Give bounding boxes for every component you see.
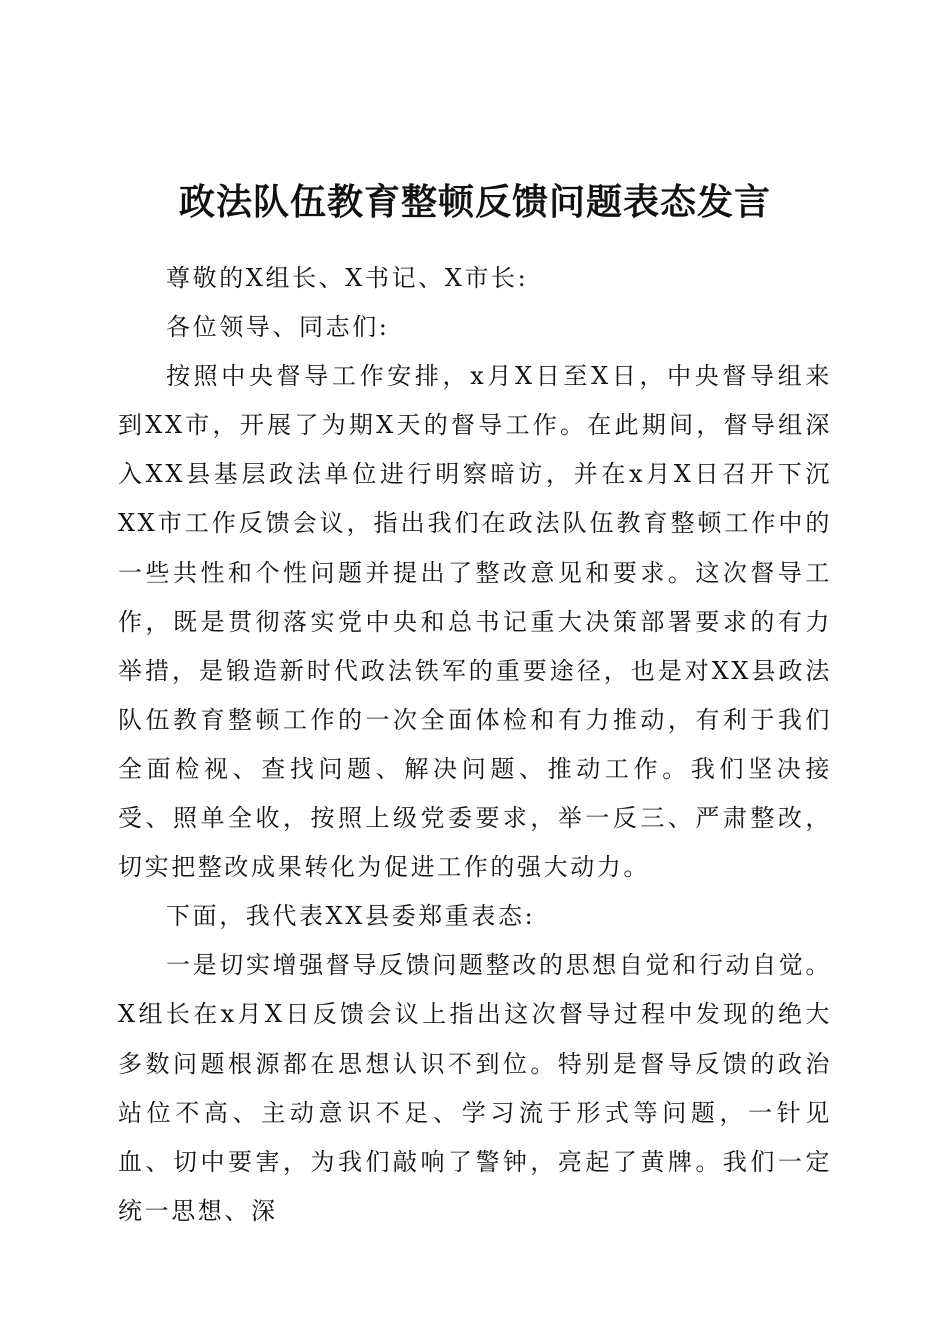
salutation-paragraph: 尊敬的X组长、X书记、X市长: [166, 264, 529, 292]
statement-lead-paragraph: 下面，我代表XX县委郑重表态: [166, 902, 536, 931]
document-body [118, 254, 832, 1236]
greeting-paragraph: 各位领导、同志们: [166, 313, 390, 342]
point-one-paragraph: 一是切实增强督导反馈问题整改的思想自觉和行动自觉。X组长在x月X日反馈会议上指出这次督导过程中发现的绝大多数问题根源都在思想认识不到位。特别是督导反馈的政治站位不高、主动意识不足、学习流于形式等问题，一针见血、切中要害，为我们敲响了警钟，亮起了黄牌。我们一定统一思想、深 [118, 951, 832, 1225]
intro-paragraph: 按照中央督导工作安排，x月X日至X日，中央督导组来到XX市，开展了为期X天的督导工作。在此期间，督导组深入XX县基层政法单位进行明察暗访，并在x月X日召开下沉XX市工作反馈会议，指出我们在政法队伍教育整顿工作中的一些共性和个性问题并提出了整改意见和要求。这次督导工作，既是贯彻落实党中央和总书记重大决策部署要求的有力举措，是锻造新时代政法铁军的重要途径，也是对XX县政法队伍教育整顿工作的一次全面体检和有力推动，有利于我们全面检视、查找问题、解决问题、推动工作。我们坚决接受、照单全收，按照上级党委要求，举一反三、严肃整改，切实把整改成果转化为促进工作的强大动力。 [118, 362, 832, 882]
document-title: 政法队伍教育整顿反馈问题表态发言 [178, 181, 771, 223]
